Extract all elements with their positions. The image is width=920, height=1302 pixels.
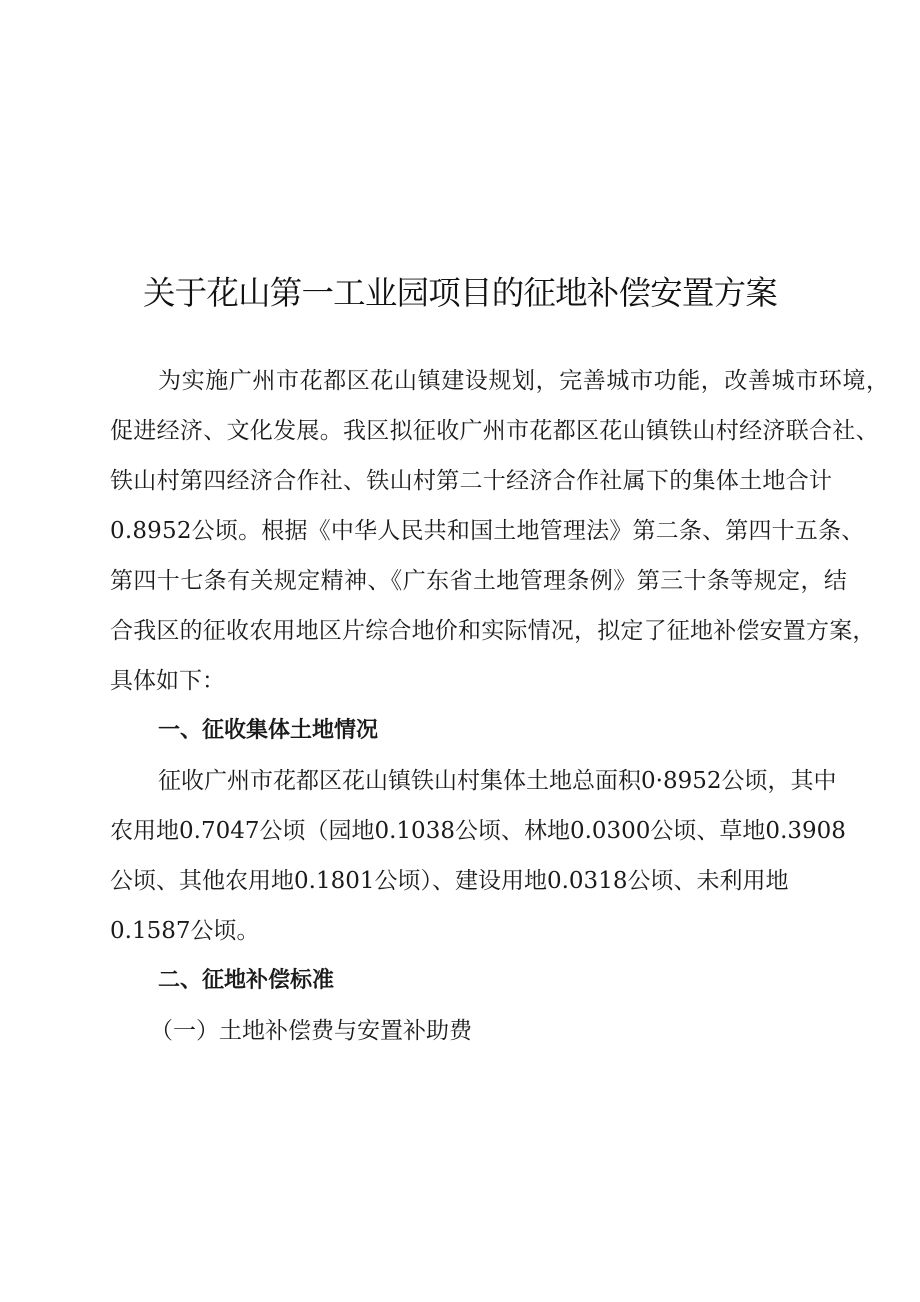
section-1-line-4: 0.1587公顷。 [110,918,260,944]
section-1-line-1: 征收广州市花都区花山镇铁山村集体土地总面积0·8952公顷，其中 [158,768,837,794]
section-1-line-3: 公顷、其他农用地0.1801公顷）、建设用地0.0318公顷、未利用地 [110,868,789,894]
intro-line-5: 第四十七条有关规定精神、《广东省土地管理条例》第三十条等规定，结 [110,568,848,594]
intro-line-7: 具体如下： [110,668,225,694]
intro-line-2: 促进经济、文化发展。我区拟征收广州市花都区花山镇铁山村经济联合社、 [110,418,879,444]
section-1-line-2: 农用地0.7047公顷（园地0.1038公顷、林地0.0300公顷、草地0.3908 [110,818,846,844]
section-1-heading: 一、征收集体土地情况 [158,718,379,743]
subsection-1-heading: （一）土地补偿费与安置补助费 [150,1018,472,1044]
intro-line-3: 铁山村第四经济合作社、铁山村第二十经济合作社属下的集体土地合计 [110,468,833,494]
document-title: 关于花山第一工业园项目的征地补偿安置方案 [142,274,778,312]
intro-line-6: 合我区的征收农用地区片综合地价和实际情况，拟定了征地补偿安置方案， [110,618,876,644]
intro-line-1: 为实施广州市花都区花山镇建设规划，完善城市功能，改善城市环境， [158,368,890,394]
section-2-heading: 二、征地补偿标准 [158,968,335,993]
intro-line-4: 0.8952公顷。根据《中华人民共和国土地管理法》第二条、第四十五条、 [110,518,865,544]
